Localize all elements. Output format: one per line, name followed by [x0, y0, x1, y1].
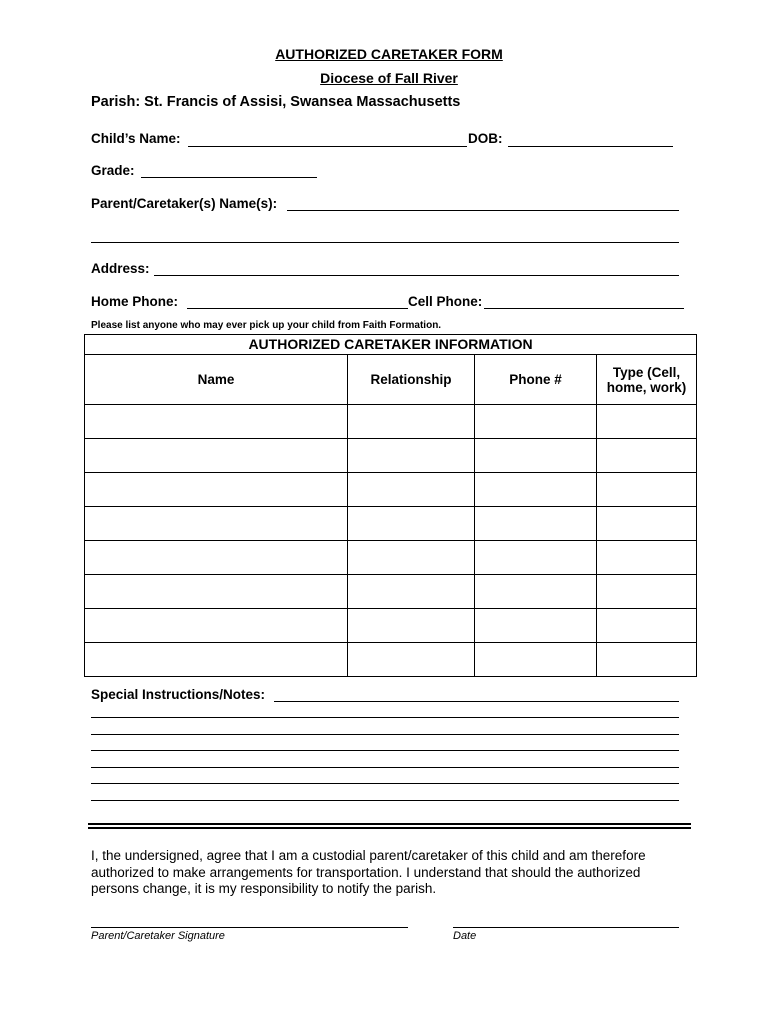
- table-row: [85, 609, 697, 643]
- name-cell[interactable]: [85, 609, 348, 643]
- phone-cell[interactable]: [475, 643, 597, 677]
- date-label: Date: [453, 930, 477, 942]
- notes-line[interactable]: [91, 783, 679, 784]
- date-field[interactable]: [453, 927, 679, 928]
- phone-cell[interactable]: [475, 473, 597, 507]
- relationship-cell[interactable]: [348, 609, 475, 643]
- relationship-cell[interactable]: [348, 507, 475, 541]
- cell-phone-field[interactable]: [484, 308, 684, 309]
- home-phone-field[interactable]: [187, 308, 408, 309]
- agreement-text: I, the undersigned, agree that I am a custodial parent/caretaker of this child and am therefore authorized to make arrangements for transportation. I understand that should the authorized persons change, it is my responsibility to notify the parish.: [91, 848, 646, 896]
- relationship-cell[interactable]: [348, 575, 475, 609]
- special-instructions-label: Special Instructions/Notes:: [91, 687, 266, 702]
- phone-cell[interactable]: [475, 609, 597, 643]
- type-cell[interactable]: [597, 609, 697, 643]
- table-header-row: [85, 355, 697, 405]
- table-row: [85, 643, 697, 677]
- type-cell[interactable]: [597, 541, 697, 575]
- type-cell[interactable]: [597, 473, 697, 507]
- table-row: [85, 541, 697, 575]
- parents-field[interactable]: [287, 210, 679, 211]
- name-cell[interactable]: [85, 439, 348, 473]
- phone-cell[interactable]: [475, 575, 597, 609]
- name-cell[interactable]: [85, 643, 348, 677]
- type-cell[interactable]: [597, 643, 697, 677]
- section-divider: [88, 827, 691, 829]
- notes-line[interactable]: [91, 767, 679, 768]
- name-cell[interactable]: [85, 507, 348, 541]
- name-cell[interactable]: [85, 405, 348, 439]
- phone-cell[interactable]: [475, 507, 597, 541]
- special-instructions-field[interactable]: [274, 701, 679, 702]
- notes-line[interactable]: [91, 717, 679, 718]
- type-cell[interactable]: [597, 405, 697, 439]
- relationship-cell[interactable]: [348, 439, 475, 473]
- dob-label: DOB:: [468, 131, 503, 146]
- grade-field[interactable]: [141, 177, 317, 178]
- notes-line[interactable]: [91, 734, 679, 735]
- child-name-field[interactable]: [188, 146, 467, 147]
- relationship-cell[interactable]: [348, 643, 475, 677]
- table-row: [85, 507, 697, 541]
- signature-field[interactable]: [91, 927, 408, 928]
- table-row: [85, 439, 697, 473]
- parents-label: Parent/Caretaker(s) Name(s):: [91, 196, 278, 211]
- table-row: [85, 473, 697, 507]
- header-relationship: Relationship: [348, 355, 475, 405]
- phone-cell[interactable]: [475, 405, 597, 439]
- phone-cell[interactable]: [475, 541, 597, 575]
- name-cell[interactable]: [85, 473, 348, 507]
- type-cell[interactable]: [597, 575, 697, 609]
- parish-name: Parish: St. Francis of Assisi, Swansea Massachusetts: [91, 94, 461, 110]
- relationship-cell[interactable]: [348, 405, 475, 439]
- table-row: [85, 575, 697, 609]
- header-phone: Phone #: [475, 355, 597, 405]
- phone-cell[interactable]: [475, 439, 597, 473]
- address-field[interactable]: [154, 275, 679, 276]
- home-phone-label: Home Phone:: [91, 294, 179, 309]
- name-cell[interactable]: [85, 541, 348, 575]
- header-name: Name: [85, 355, 348, 405]
- type-cell[interactable]: [597, 507, 697, 541]
- caretaker-table: [84, 334, 697, 677]
- header-type: Type (Cell, home, work): [597, 355, 697, 405]
- address-label: Address:: [91, 261, 150, 276]
- name-cell[interactable]: [85, 575, 348, 609]
- section-divider: [88, 823, 691, 825]
- notes-line[interactable]: [91, 800, 679, 801]
- type-cell[interactable]: [597, 439, 697, 473]
- parents-field-line2[interactable]: [91, 242, 679, 243]
- form-subtitle: Diocese of Fall River: [320, 70, 458, 86]
- dob-field[interactable]: [508, 146, 673, 147]
- relationship-cell[interactable]: [348, 541, 475, 575]
- relationship-cell[interactable]: [348, 473, 475, 507]
- pickup-note: Please list anyone who may ever pick up your child from Faith Formation.: [91, 320, 442, 331]
- table-caption: AUTHORIZED CARETAKER INFORMATION: [85, 335, 697, 355]
- signature-label: Parent/Caretaker Signature: [91, 930, 225, 942]
- child-name-label: Child’s Name:: [91, 131, 181, 146]
- notes-line[interactable]: [91, 750, 679, 751]
- form-title: AUTHORIZED CARETAKER FORM: [275, 46, 503, 62]
- table-row: [85, 405, 697, 439]
- grade-label: Grade:: [91, 163, 135, 178]
- cell-phone-label: Cell Phone:: [408, 294, 483, 309]
